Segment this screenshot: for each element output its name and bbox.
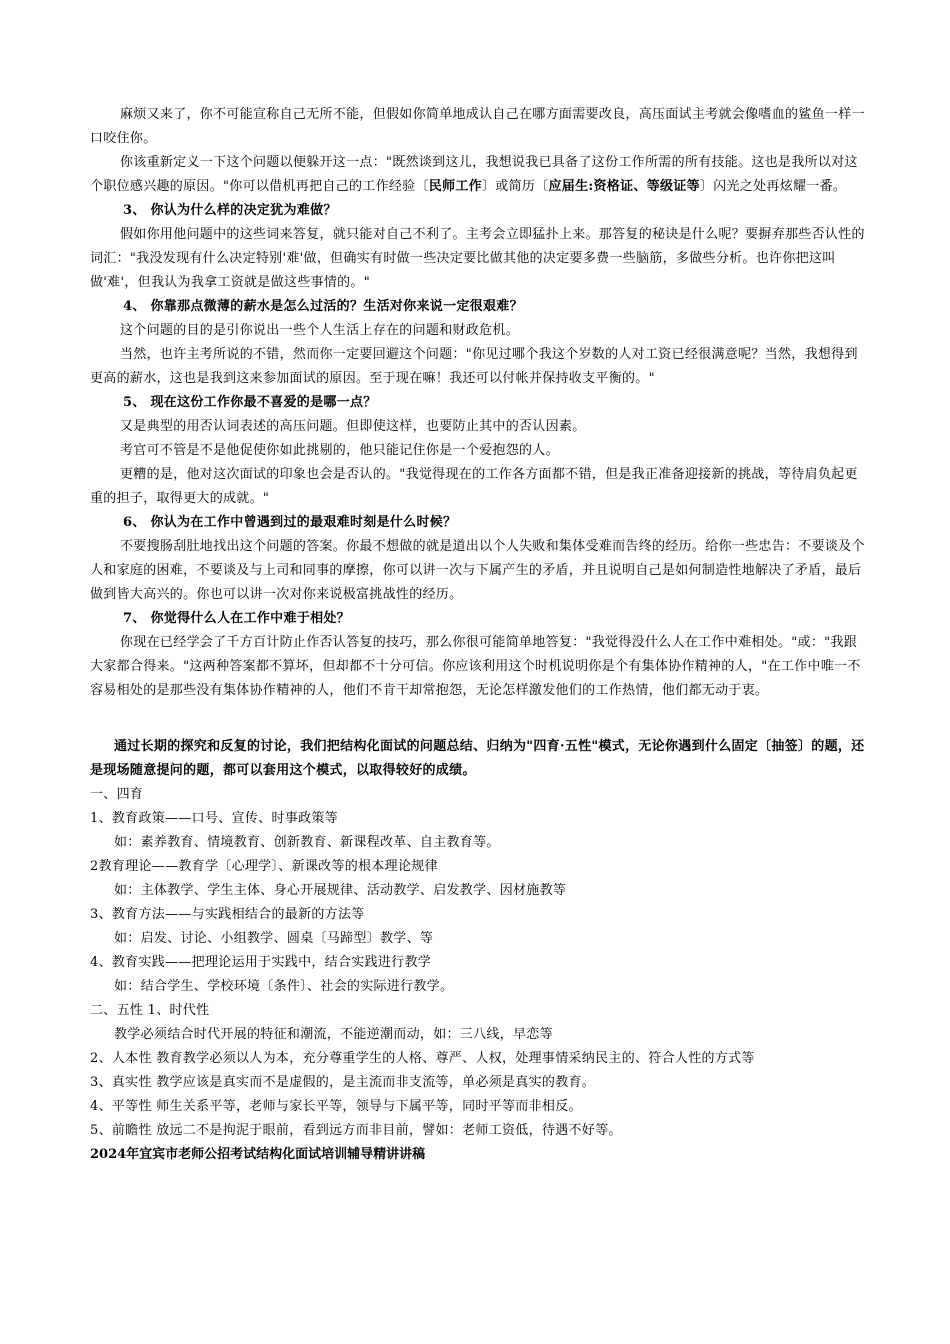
section-gap xyxy=(90,703,865,735)
outline-example: 如：启发、讨论、小组教学、圆桌〔马蹄型〕教学、等 xyxy=(114,931,434,946)
summary-paragraph: 通过长期的探究和反复的讨论，我们把结构化面试的问题总结、归纳为"四育·五性"模式，无论你遇到什么固定〔抽签〕的题，还是现场随意提问的题，都可以套用这个模式，以取得较好的成绩。 xyxy=(90,739,865,778)
outline-item: 3、真实性 教学应该是真实而不是虚假的，是主流而非支流等，单必须是真实的教育。 xyxy=(90,1075,596,1090)
answer-paragraph: 考官可不管是不是他促使你如此挑剔的，他只能记住你是一个爱抱怨的人。 xyxy=(120,443,559,458)
outline-example: 如：结合学生、学校环境〔条件〕、社会的实际进行教学。 xyxy=(114,979,454,994)
question-heading: 3、 你认为什么样的决定犹为难做？ xyxy=(123,203,337,218)
question-heading: 5、 现在这份工作你最不喜爱的是哪一点？ xyxy=(123,395,377,410)
answer-paragraph: 你该重新定义一下这个问题以便躲开这一点："既然谈到这儿，我想说我已具备了这份工作所需的所有技能。这也是我所以对这个职位感兴趣的原因。"你可以借机再把自己的工作经验〔民师工作〕或简历〔应届生:资格证、等级证等〕闪光之处再炫耀一番。 xyxy=(90,155,858,194)
outline-example: 如：主体教学、学生主体、身心开展规律、活动教学、启发教学、因材施教等 xyxy=(114,883,567,898)
question-heading: 6、 你认为在工作中曾遇到过的最艰难时刻是什么时候？ xyxy=(123,515,457,530)
outline-item: 一、四育 xyxy=(90,787,144,802)
answer-paragraph: 这个问题的目的是引你说出一些个人生活上存在的问题和财政危机。 xyxy=(120,323,520,338)
answer-paragraph: 你现在已经学会了千方百计防止作否认答复的技巧，那么你很可能简单地答复："我觉得没什么人在工作中难相处。"或："我跟大家都合得来。"这两种答案都不算坏，但却都不十分可信。你应该利用这个时机说明你是个有集体协作精神的人，"在工作中唯一不容易相处的是那些没有集体协作精神的人，他们不肯干却常抱怨，无论怎样激发他们的工作热情，他们都无动于衷。 xyxy=(90,635,861,698)
outline-item: 二、五性 1、时代性 xyxy=(90,1003,210,1018)
outline-example: 教学必须结合时代开展的特征和潮流，不能逆潮而动，如：三八线，早恋等 xyxy=(114,1027,553,1042)
answer-paragraph: 当然，也许主考所说的不错，然而你一定要回避这个问题："你见过哪个我这个岁数的人对工资已经很满意呢？当然，我想得到更高的薪水，这也是我到这来参加面试的原因。至于现在嘛！我还可以付帐并保持收支平衡的。" xyxy=(90,347,858,386)
outline-example: 如：素养教育、情境教育、创新教育、新课程改革、自主教育等。 xyxy=(114,835,500,850)
outline-item: 3、教育方法——与实践相结合的最新的方法等 xyxy=(90,907,365,922)
outline-item: 5、前瞻性 放远二不是拘泥于眼前，看到远方而非目前，譬如：老师工资低，待遇不好等。 xyxy=(90,1123,622,1138)
answer-paragraph: 麻烦又来了，你不可能宣称自己无所不能，但假如你简单地成认自己在哪方面需要改良，高压面试主考就会像嗜血的鲨鱼一样一口咬住你。 xyxy=(90,107,865,146)
answer-paragraph: 又是典型的用否认词表述的高压问题。但即使这样，也要防止其中的否认因素。 xyxy=(120,419,586,434)
outline-item: 1、教育政策——口号、宣传、时事政策等 xyxy=(90,811,338,826)
outline-item: 4、教育实践——把理论运用于实践中，结合实践进行教学 xyxy=(90,955,432,970)
answer-paragraph: 更糟的是，他对这次面试的印象也会是否认的。"我觉得现在的工作各方面都不错，但是我正准备迎接新的挑战，等待肩负起更重的担子，取得更大的成就。" xyxy=(90,467,858,506)
answer-paragraph: 不要搜肠刮肚地找出这个问题的答案。你最不想做的就是道出以个人失败和集体受难而告终的经历。给你一些忠告：不要谈及个人和家庭的困难，不要谈及与上司和同事的摩擦，你可以讲一次与下属产生的矛盾，并且说明自己是如何制造性地解决了矛盾，最后做到皆大高兴的。你也可以讲一次对你来说极富挑战性的经历。 xyxy=(90,539,865,602)
outline-item: 2、人本性 教育教学必须以人为本，充分尊重学生的人格、尊严、人权，处理事情采纳民主的、符合人性的方式等 xyxy=(90,1051,755,1066)
question-heading: 7、 你觉得什么人在工作中难于相处？ xyxy=(123,611,350,626)
outline-item: 2教育理论——教育学〔心理学〕、新课改等的根本理论规律 xyxy=(90,859,438,874)
model-outline xyxy=(90,783,865,1143)
answer-paragraph: 假如你用他问题中的这些词来答复，就只能对自己不利了。主考会立即猛扑上来。那答复的秘诀是什么呢？要摒弃那些否认性的词汇："我没发现有什么决定特别'难'做，但确实有时做一些决定要比做其他的决定要多费一些脑筋，多做些分析。也许你把这叫做'难'，但我认为我拿工资就是做这些事情的。" xyxy=(90,227,865,290)
document-footer-title: 2024年宜宾市老师公招考试结构化面试培训辅导精讲讲稿 xyxy=(90,1147,426,1162)
document-body xyxy=(90,103,865,1167)
qa-section xyxy=(90,103,865,703)
question-heading: 4、 你靠那点微薄的薪水是怎么过活的？生活对你来说一定很艰难？ xyxy=(123,299,523,314)
outline-item: 4、平等性 师生关系平等，老师与家长平等，领导与下属平等，同时平等而非相反。 xyxy=(90,1099,582,1114)
